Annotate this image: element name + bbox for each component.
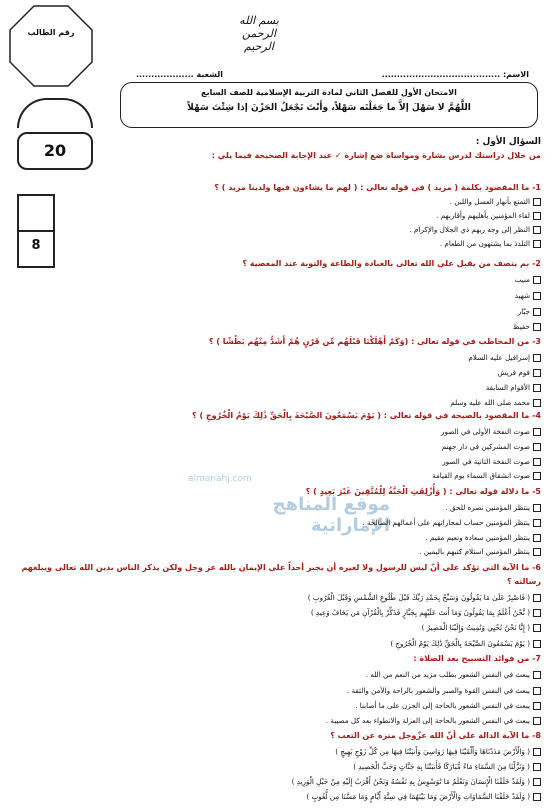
option-5-1[interactable]: ينتظر المؤمنين نصره للحق . — [445, 503, 541, 512]
option-6-1[interactable]: ( فَاصْبِرْ عَلَىٰ مَا يَقُولُونَ وَسَبِّحْ بِحَمْدِ رَبِّكَ قَبْلَ طُلُوعِ الشَّمْسِ وَقَبْلَ الْغُرُوبِ ) — [308, 593, 541, 602]
checkbox[interactable] — [533, 428, 541, 436]
option-8-3[interactable]: ( وَلَقَدْ خَلَقْنَا الْإِنسَانَ وَنَعْلَمُ مَا تُوَسْوِسُ بِهِ نَفْسُهُ وَنَحْنُ أَقْرَبُ إِلَيْهِ مِنْ حَبْلِ الْوَرِيدِ ) — [292, 777, 541, 786]
option-4-4[interactable]: صوت انشقاق السماء يوم القيامة — [432, 471, 541, 480]
student-number-box — [8, 4, 94, 88]
checkbox[interactable] — [533, 198, 541, 206]
student-name-field: الاسم: ....................................... — [381, 70, 529, 79]
watermark-brand: موقع المناهج الإماراتية — [272, 494, 390, 536]
question-5: 5- ما دلالة قوله تعالى : ( وَأُزْلِفَتِ الْجَنَّةُ لِلْمُتَّقِينَ غَيْرَ بَعِيدٍ ) ؟ — [305, 487, 541, 496]
option-4-3[interactable]: صوت النفخة الثانية في الصور — [442, 457, 541, 466]
checkbox[interactable] — [533, 702, 541, 710]
question-8: 8- ما الآية الدالة على أنّ الله عزّوجل منزه عن التعب ؟ — [330, 731, 541, 740]
option-8-4[interactable]: ( وَلَقَدْ خَلَقْنَا السَّمَاوَاتِ وَالْأَرْضَ وَمَا بَيْنَهُمَا فِي سِتَّةِ أَيَّامٍ وَمَا مَسَّنَا مِن لُّغُوبٍ ) — [306, 792, 541, 801]
checkbox[interactable] — [533, 308, 541, 316]
checkbox[interactable] — [533, 472, 541, 480]
option-7-3[interactable]: يبعث في النفس الشعور بالحاجة إلى الحزن على ما أصابنا . — [355, 701, 541, 710]
option-2-3[interactable]: جبّار — [518, 307, 541, 316]
option-5-4[interactable]: ينتظر المؤمنين استلام كتبهم باليمين . — [419, 547, 541, 556]
question-2: 2- بم يتصف من يقبل على الله تعالى بالعبادة والطاعة والتوبة عند المعصية ؟ — [242, 259, 541, 268]
option-7-2[interactable]: يبعث في النفس القوة والصبر والشعور بالراحة والأمن والثقة . — [347, 686, 541, 695]
option-1-1[interactable]: التمتع بأنهار العسل واللبن . — [450, 197, 541, 206]
checkbox[interactable] — [533, 594, 541, 602]
option-1-4[interactable]: التلذذ بما يشتهون من الطعام . — [440, 239, 541, 248]
student-number-label: رقم الطالب — [27, 28, 75, 37]
section-score: 8 — [31, 238, 41, 253]
checkbox[interactable] — [533, 240, 541, 248]
option-1-3[interactable]: النظر إلى وجه ربهم ذي الجلال والإكرام . — [409, 225, 541, 234]
option-6-2[interactable]: ( نَّحْنُ أَعْلَمُ بِمَا يَقُولُونَ وَمَا أَنتَ عَلَيْهِم بِجَبَّارٍ فَذَكِّرْ بِالْقُرْآنِ مَن يَخَافُ وَعِيدِ ) — [311, 608, 541, 617]
option-2-1[interactable]: منيب — [515, 275, 541, 284]
section-field: الشعبة ................... — [135, 70, 223, 79]
checkbox[interactable] — [533, 504, 541, 512]
checkbox[interactable] — [533, 369, 541, 377]
checkbox[interactable] — [533, 609, 541, 617]
checkbox[interactable] — [533, 276, 541, 284]
score-top-shape — [17, 98, 93, 128]
checkbox[interactable] — [533, 763, 541, 771]
checkbox[interactable] — [533, 399, 541, 407]
option-3-1[interactable]: إسرافيل عليه السلام — [468, 353, 541, 362]
checkbox[interactable] — [533, 624, 541, 632]
checkbox[interactable] — [533, 354, 541, 362]
checkbox[interactable] — [533, 717, 541, 725]
checkbox[interactable] — [533, 534, 541, 542]
section-score-box — [17, 194, 55, 268]
option-4-1[interactable]: صوت النفخة الأولى في الصور — [441, 427, 541, 436]
checkbox[interactable] — [533, 384, 541, 392]
checkbox[interactable] — [533, 212, 541, 220]
checkbox[interactable] — [533, 519, 541, 527]
option-6-4[interactable]: ( يَوْمَ يَسْمَعُونَ الصَّيْحَةَ بِالْحَقِّ ذَٰلِكَ يَوْمُ الْخُرُوجِ ) — [390, 639, 541, 648]
question-1: 1- ما المقصود بكلمة ( مزيد ) في قوله تعالى : ( لهم ما يشاءون فيها ولدينا مزيد ) ؟ — [214, 183, 541, 192]
checkbox[interactable] — [533, 778, 541, 786]
total-score-box: 20 — [17, 132, 93, 170]
checkbox[interactable] — [533, 687, 541, 695]
checkbox[interactable] — [533, 458, 541, 466]
option-5-3[interactable]: ينتظر المؤمنين سعادة ونعيم مقيم . — [425, 533, 541, 542]
option-8-1[interactable]: ( وَالْأَرْضَ مَدَدْنَاهَا وَأَلْقَيْنَا فِيهَا رَوَاسِيَ وَأَنبَتْنَا فِيهَا مِن كُلِّ زَوْجٍ بَهِيجٍ ) — [335, 747, 541, 756]
checkbox[interactable] — [533, 671, 541, 679]
option-3-3[interactable]: الأقوام السابقة — [486, 383, 541, 392]
score-divider — [19, 230, 53, 232]
checkbox[interactable] — [533, 793, 541, 801]
checkbox[interactable] — [533, 323, 541, 331]
exam-title: الامتحان الأول للفصل الثاني لمادة التربية الإسلامية للصف السابع — [201, 88, 457, 97]
checkbox[interactable] — [533, 640, 541, 648]
option-6-3[interactable]: ( إِنَّا نَحْنُ نُحْيِي وَنُمِيتُ وَإِلَيْنَا الْمَصِيرُ ) — [422, 623, 541, 632]
checkbox[interactable] — [533, 548, 541, 556]
checkbox[interactable] — [533, 443, 541, 451]
checkbox[interactable] — [533, 748, 541, 756]
section-title: السؤال الأول : — [475, 137, 541, 147]
question-6: 6- ما الآية التي تؤكد على أنّ ليس للرسول ولا لغيره أن يجبر أحداً على الإيمان بالله عز وجل ولكن يذكر الناس بدين الله تعالى ويبلغهم رسالته ؟ — [21, 563, 541, 586]
option-7-1[interactable]: يبعث في النفس الشعور بطلب مزيد من النعم من الله . — [366, 670, 541, 679]
option-2-2[interactable]: شهيد — [515, 291, 541, 300]
option-8-2[interactable]: ( وَنَزَّلْنَا مِنَ السَّمَاءِ مَاءً مُّبَارَكًا فَأَنبَتْنَا بِهِ جَنَّاتٍ وَحَبَّ الْحَصِيدِ ) — [353, 762, 541, 771]
option-7-4[interactable]: يبعث في النفس الشعور بالحاجة إلى العزلة والانطواء بعد كل مصيبة . — [326, 716, 541, 725]
option-5-2[interactable]: ينتظر المؤمنين حساب لمجازاتهم على أعمالهم الصالحة . — [362, 518, 541, 527]
section-instruction: من خلال دراستك لدرس بشارة ومواساة ضع إشارة ✓ عند الإجابة الصحيحة فيما يلي : — [211, 151, 541, 160]
exam-title-box — [120, 82, 538, 128]
question-7: 7- من فوائد التسبيح بعد الصلاة : — [413, 654, 541, 663]
octagon-shape — [8, 4, 94, 88]
bismillah-calligraphy: بسم الله الرحمن الرحيم — [239, 14, 279, 53]
option-1-2[interactable]: لقاء المؤمنين بأهليهم وأقاربهم . — [436, 211, 541, 220]
option-2-4[interactable]: حفيظ — [513, 322, 541, 331]
option-4-2[interactable]: صوت المشركين في دار جهنم — [442, 442, 541, 451]
question-4: 4- ما المقصود بالصيحة في قوله تعالى : ( يَوْمَ يَسْمَعُونَ الصَّيْحَةَ بِالْحَقِّ ذَٰلِكَ يَوْمُ الْخُرُوجِ ) ؟ — [192, 411, 541, 420]
watermark-site: almanahj.com — [188, 474, 252, 484]
option-3-4[interactable]: محمد صلى الله عليه وسلم — [450, 398, 541, 407]
dua-text: اللَّهُمَّ لا سَهْلَ إلاَّ ما جَعَلْتَه سَهْلاً، وأَنْتَ تَجْعَلُ الحَزْنَ إذا شِئْتَ سَهْلاً — [187, 103, 471, 113]
option-3-2[interactable]: قوم قريش — [498, 368, 541, 377]
checkbox[interactable] — [533, 292, 541, 300]
watermark-logo — [170, 466, 390, 536]
question-3: 3- من المخاطب في قوله تعالى : (وَكَمْ أَهْلَكْنَا قَبْلَهُم مِّن قَرْنٍ هُمْ أَشَدُّ مِنْهُم بَطْشًا ) ؟ — [208, 337, 541, 346]
checkbox[interactable] — [533, 226, 541, 234]
